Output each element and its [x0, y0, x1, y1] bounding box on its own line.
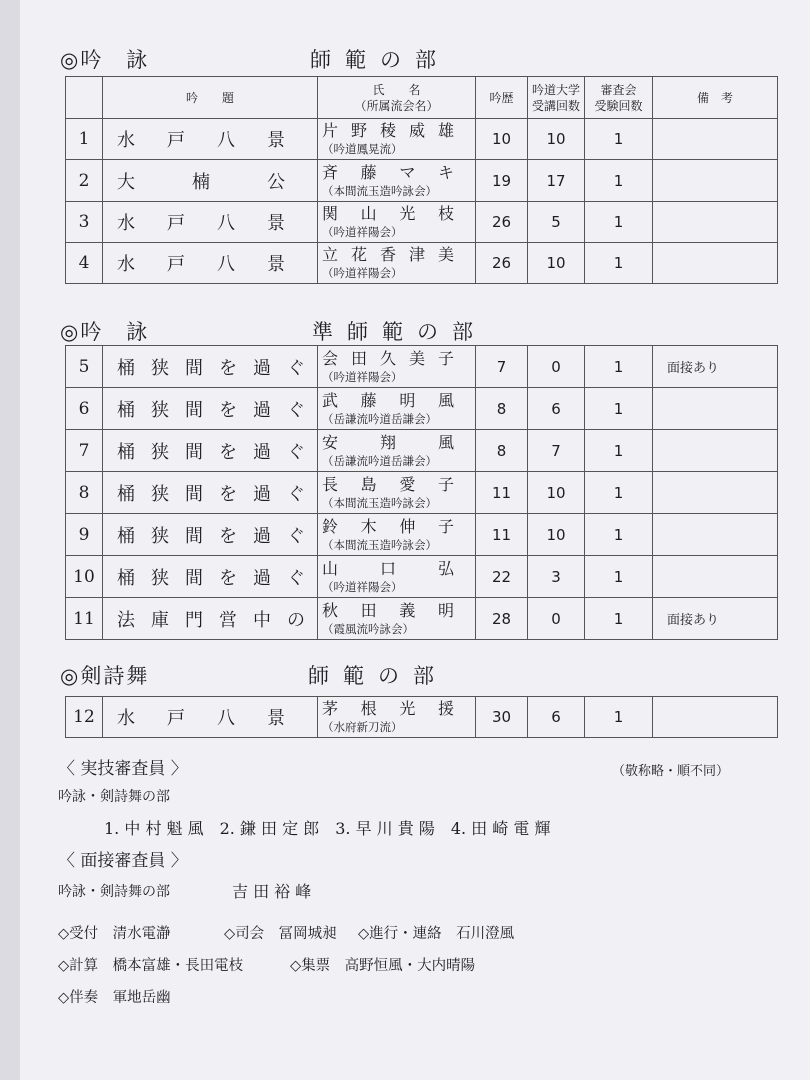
staff-progress: ◇進行・連絡 石川澄風 [358, 926, 515, 942]
remarks-cell [653, 202, 778, 243]
daigaku-count: 6 [528, 697, 585, 738]
performer-name: 関 山 光 枝 [322, 204, 455, 223]
table-row [66, 697, 778, 738]
performer-group: （本間流玉造吟詠会） [322, 537, 437, 552]
performer-group: （吟道祥陽会） [322, 369, 403, 384]
row-number: 6 [66, 388, 103, 430]
practical-judges-list: 1. 中 村 魁 風 2. 鎌 田 定 郎 3. 早 川 貴 陽 4. 田 崎 電 輝 [104, 819, 551, 838]
performer-name: 安 翔 風 [322, 432, 455, 452]
performer-group: （霞風流吟詠会） [322, 621, 414, 636]
shinsa-count: 1 [585, 388, 653, 430]
performer-name-wrap [322, 559, 471, 579]
row-number: 10 [66, 556, 103, 598]
staff-calculation: ◇計算 橋本富雄・長田電枝 [58, 958, 244, 974]
performer-cell [318, 346, 476, 388]
row-number: 3 [66, 202, 103, 243]
ginreki-value: 11 [476, 514, 528, 556]
poem-title-cell [103, 556, 318, 598]
performer-name: 山 口 弘 [322, 558, 455, 578]
ginreki-value: 10 [476, 119, 528, 160]
remarks-cell [653, 514, 778, 556]
row-number: 2 [66, 160, 103, 202]
performer-name-wrap [322, 699, 471, 719]
table-row [66, 598, 778, 640]
daigaku-count: 10 [528, 243, 585, 284]
row-number: 5 [66, 346, 103, 388]
performer-name-wrap [322, 517, 471, 537]
daigaku-count: 10 [528, 472, 585, 514]
shinsa-count: 1 [585, 514, 653, 556]
poem-title: 桶 狭 間 を 過 ぐ [117, 399, 305, 421]
performer-name: 茅 根 光 援 [322, 699, 455, 718]
table-row [66, 472, 778, 514]
header-shinsa-line2: 受験回数 [594, 98, 643, 113]
honorific-note: （敬称略・順不同） [612, 764, 730, 779]
poem-title: 桶 狭 間 を 過 ぐ [117, 441, 305, 463]
remarks-cell: 面接あり [653, 598, 778, 640]
ginreki-value: 7 [476, 346, 528, 388]
shinsa-count: 1 [585, 160, 653, 202]
table-row [66, 556, 778, 598]
performer-cell [318, 556, 476, 598]
ginreki-value: 26 [476, 202, 528, 243]
ginreki-value: 22 [476, 556, 528, 598]
table-body [66, 697, 778, 738]
performer-group: （本間流玉造吟詠会） [322, 495, 437, 510]
performer-group: （岳謙流吟道岳謙会） [322, 411, 437, 426]
daigaku-count: 17 [528, 160, 585, 202]
table-row [66, 202, 778, 243]
table-body [66, 119, 778, 284]
staff-accompaniment: ◇伴奏 軍地岳幽 [58, 990, 171, 1006]
ginreki-value: 19 [476, 160, 528, 202]
page-shadow-edge [0, 0, 20, 1080]
performer-cell [318, 598, 476, 640]
shinsa-count: 1 [585, 598, 653, 640]
performer-group: （吟道祥陽会） [322, 579, 403, 594]
performer-cell [318, 243, 476, 284]
poem-title: 大 楠 公 [117, 171, 285, 193]
row-number: 12 [66, 697, 103, 738]
remarks-cell: 面接あり [653, 346, 778, 388]
interview-judge-name: 吉 田 裕 峰 [232, 882, 312, 901]
shinsa-count: 1 [585, 202, 653, 243]
row-number: 11 [66, 598, 103, 640]
poem-title-cell [103, 430, 318, 472]
poem-title-cell [103, 160, 318, 202]
header-shinsa-line1: 審査会 [600, 82, 637, 97]
performer-cell [318, 160, 476, 202]
poem-title: 水 戸 八 景 [117, 130, 285, 151]
performer-cell [318, 119, 476, 160]
remarks-cell [653, 697, 778, 738]
staff-vote-collection: ◇集票 高野恒風・大内晴陽 [290, 958, 476, 974]
performer-name-wrap [322, 204, 471, 224]
performer-name: 片 野 稜 威 雄 [322, 121, 455, 140]
performer-name: 会 田 久 美 子 [322, 348, 455, 368]
header-remarks: 備 考 [653, 77, 778, 119]
poem-title-cell [103, 388, 318, 430]
results-table-kenshibu [65, 696, 778, 738]
shinsa-count: 1 [585, 346, 653, 388]
shinsa-count: 1 [585, 243, 653, 284]
table-header-row [66, 77, 778, 119]
shinsa-count: 1 [585, 430, 653, 472]
section-label: ◎吟 詠 [60, 48, 150, 72]
performer-name-wrap [322, 121, 471, 141]
results-table-shihan [65, 76, 778, 284]
shinsa-count: 1 [585, 556, 653, 598]
performer-group: （水府新刀流） [322, 720, 403, 734]
row-number: 1 [66, 119, 103, 160]
results-table-junshihan [65, 345, 778, 640]
poem-title-cell [103, 514, 318, 556]
row-number: 8 [66, 472, 103, 514]
section-label: ◎吟 詠 [60, 320, 150, 344]
table-row [66, 514, 778, 556]
header-name [318, 77, 476, 119]
remarks-cell [653, 160, 778, 202]
header-name-main: 氏 名 [372, 82, 421, 97]
performer-group: （吟道祥陽会） [322, 225, 403, 239]
staff-reception: ◇受付 清水電瀞 [58, 926, 171, 942]
performer-name-wrap [322, 475, 471, 495]
section-title: 準師範の部 [312, 320, 487, 344]
poem-title: 桶 狭 間 を 過 ぐ [117, 567, 305, 589]
header-daigaku [528, 77, 585, 119]
performer-cell [318, 202, 476, 243]
poem-title-cell [103, 697, 318, 738]
performer-name: 立 花 香 津 美 [322, 245, 455, 264]
ginreki-value: 30 [476, 697, 528, 738]
performer-name: 武 藤 明 風 [322, 390, 455, 410]
ginreki-value: 11 [476, 472, 528, 514]
poem-title: 水 戸 八 景 [117, 213, 285, 234]
performer-cell [318, 472, 476, 514]
table-row [66, 346, 778, 388]
remarks-cell [653, 430, 778, 472]
remarks-cell [653, 388, 778, 430]
poem-title-cell [103, 119, 318, 160]
poem-title-cell [103, 243, 318, 284]
table-row [66, 160, 778, 202]
interview-judges-heading: 〈 面接審査員 〉 [58, 851, 188, 871]
header-ginreki: 吟歴 [476, 77, 528, 119]
header-poem-title: 吟 題 [103, 77, 318, 119]
performer-group: （吟道鳳晃流） [322, 142, 403, 156]
performer-name: 斉 藤 マ キ [322, 162, 455, 182]
row-number: 9 [66, 514, 103, 556]
daigaku-count: 10 [528, 514, 585, 556]
shinsa-count: 1 [585, 472, 653, 514]
daigaku-count: 0 [528, 346, 585, 388]
daigaku-count: 3 [528, 556, 585, 598]
practical-judges-heading: 〈 実技審査員 〉 [58, 759, 188, 779]
performer-name: 長 島 愛 子 [322, 474, 455, 494]
row-number: 4 [66, 243, 103, 284]
poem-title: 水 戸 八 景 [117, 254, 285, 275]
remarks-cell [653, 243, 778, 284]
section-title: 師範の部 [308, 664, 448, 688]
performer-group: （岳謙流吟道岳謙会） [322, 453, 437, 468]
interview-division-label: 吟詠・剣詩舞の部 [58, 884, 170, 900]
daigaku-count: 7 [528, 430, 585, 472]
performer-name-wrap [322, 433, 471, 453]
remarks-cell [653, 556, 778, 598]
poem-title: 法 庫 門 営 中 の [117, 609, 305, 631]
shinsa-count: 1 [585, 119, 653, 160]
poem-title-cell [103, 202, 318, 243]
table-row [66, 119, 778, 160]
performer-cell [318, 697, 476, 738]
performer-name: 秋 田 義 明 [322, 600, 455, 620]
remarks-cell [653, 472, 778, 514]
performer-cell [318, 514, 476, 556]
poem-title: 桶 狭 間 を 過 ぐ [117, 525, 305, 547]
poem-title-cell [103, 472, 318, 514]
header-daigaku-line2: 受講回数 [531, 98, 580, 113]
ginreki-value: 8 [476, 430, 528, 472]
ginreki-value: 26 [476, 243, 528, 284]
table-row [66, 243, 778, 284]
daigaku-count: 6 [528, 388, 585, 430]
performer-name-wrap [322, 245, 471, 265]
header-shinsa [585, 77, 653, 119]
header-number [66, 77, 103, 119]
remarks-cell [653, 119, 778, 160]
poem-title: 水 戸 八 景 [117, 708, 285, 729]
performer-name: 鈴 木 伸 子 [322, 516, 455, 536]
poem-title-cell [103, 598, 318, 640]
ginreki-value: 28 [476, 598, 528, 640]
header-name-sub: （所属流会名） [354, 98, 439, 113]
daigaku-count: 0 [528, 598, 585, 640]
section-label: ◎剣詩舞 [60, 664, 150, 688]
poem-title-cell [103, 346, 318, 388]
practical-division-label: 吟詠・剣詩舞の部 [58, 789, 170, 805]
daigaku-count: 5 [528, 202, 585, 243]
performer-name-wrap [322, 349, 471, 369]
row-number: 7 [66, 430, 103, 472]
performer-cell [318, 388, 476, 430]
daigaku-count: 10 [528, 119, 585, 160]
table-row [66, 388, 778, 430]
poem-title: 桶 狭 間 を 過 ぐ [117, 357, 305, 379]
section-title: 師範の部 [310, 48, 450, 72]
poem-title: 桶 狭 間 を 過 ぐ [117, 483, 305, 505]
performer-group: （本間流玉造吟詠会） [322, 183, 437, 198]
performer-name-wrap [322, 163, 471, 183]
shinsa-count: 1 [585, 697, 653, 738]
table-row [66, 430, 778, 472]
performer-name-wrap [322, 601, 471, 621]
performer-cell [318, 430, 476, 472]
performer-name-wrap [322, 391, 471, 411]
ginreki-value: 8 [476, 388, 528, 430]
table-body [66, 346, 778, 640]
staff-mc: ◇司会 冨岡城昶 [224, 926, 337, 942]
header-daigaku-line1: 吟道大学 [531, 82, 580, 97]
performer-group: （吟道祥陽会） [322, 266, 403, 280]
